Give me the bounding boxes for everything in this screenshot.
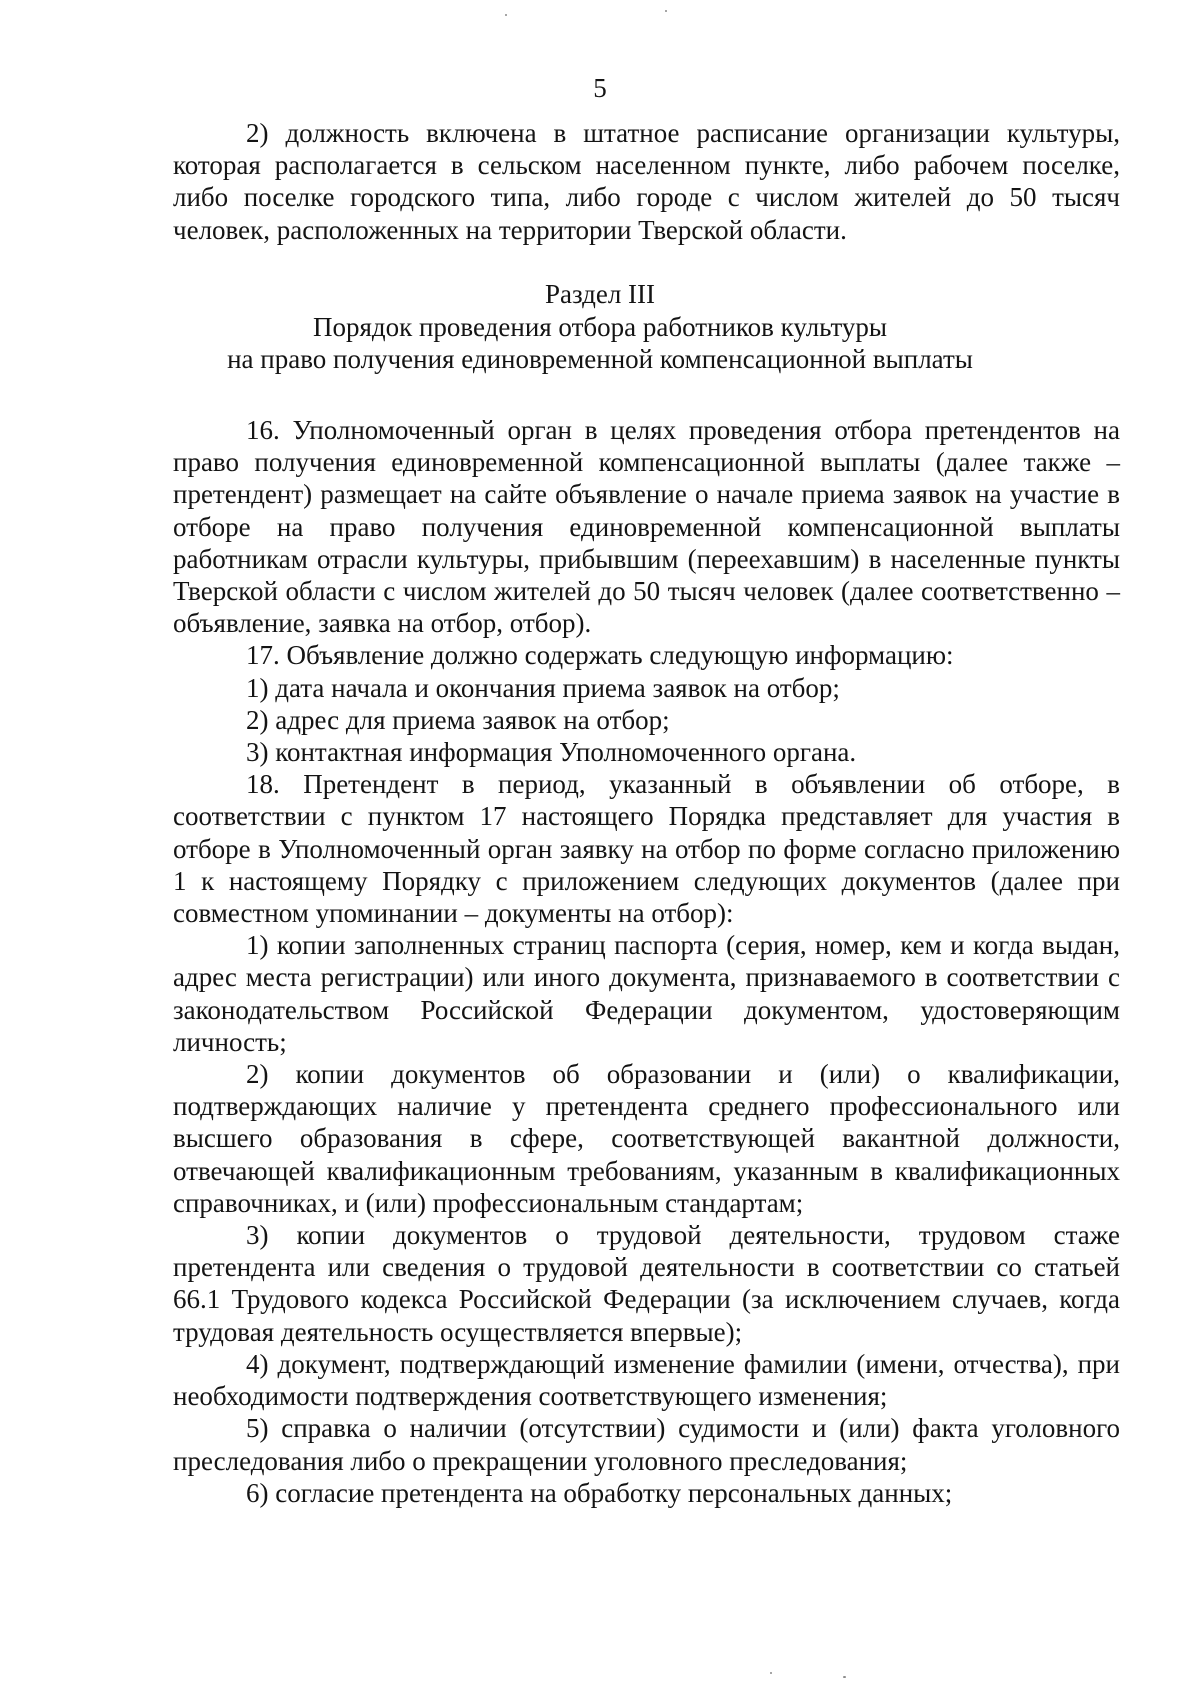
paragraph-16: 16. Уполномоченный орган в целях проведения отбора претендентов на право получения единовременной компенсационной выплаты (далее также – претендент) размещает на сайте объявление о начале приема заявок на участие в отборе на право получения единовременной компенсационной выплаты работникам отрасли культуры, прибывшим (переехавшим) в населенные пункты Тверской области с числом жителей до 50 тысяч человек (далее соответственно – объявление, заявка на отбор, отбор).	[173, 415, 1120, 639]
scan-speck	[770, 1672, 772, 1674]
main-text-block	[173, 414, 1120, 1509]
paragraph-18-item-4: 4) документ, подтверждающий изменение фамилии (имени, отчества), при необходимости подтверждения соответствующего изменения;	[173, 1348, 1120, 1412]
paragraph-item-2-position: 2) должность включена в штатное расписание организации культуры, которая располагается в сельском населенном пункте, либо рабочем поселке, либо поселке городского типа, либо городе с числом жителей до 50 тысяч человек, расположенных на территории Тверской области.	[173, 118, 1120, 245]
section-label: Раздел III	[544, 279, 656, 309]
page-number: 5	[593, 73, 607, 103]
paragraph-18: 18. Претендент в период, указанный в объявлении об отборе, в соответствии с пунктом 17 настоящего Порядка представляет для участия в отборе в Уполномоченный орган заявку на отбор по форме согласно приложению 1 к настоящему Порядку с приложением следующих документов (далее при совместном упоминании – документы на отбор):	[173, 769, 1120, 929]
section-title-line-1: Порядок проведения отбора работников культуры	[312, 311, 888, 342]
section-title-line-2: на право получения единовременной компенсационной выплаты	[227, 344, 973, 374]
scan-speck	[665, 10, 667, 12]
paragraph-17-item-2: 2) адрес для приема заявок на отбор;	[246, 704, 670, 735]
paragraph-17-item-1: 1) дата начала и окончания приема заявок на отбор;	[246, 672, 840, 703]
paragraph-18-item-1: 1) копии заполненных страниц паспорта (серия, номер, кем и когда выдан, адрес места регистрации) или иного документа, признаваемого в соответствии с законодательством Российской Федерации документом, удостоверяющим личность;	[173, 930, 1120, 1057]
paragraph-17: 17. Объявление должно содержать следующую информацию:	[246, 640, 954, 671]
paragraph-18-item-3: 3) копии документов о трудовой деятельности, трудовом стаже претендента или сведения о трудовой деятельности в соответствии со статьей 66.1 Трудового кодекса Российской Федерации (за исключением случаев, когда трудовая деятельность осуществляется впервые);	[173, 1220, 1120, 1347]
scan-speck	[505, 14, 507, 16]
paragraph-18-item-2: 2) копии документов об образовании и (или) о квалификации, подтверждающих наличие у претендента среднего профессионального или высшего образования в сфере, соответствующей вакантной должности, отвечающей квалификационным требованиям, указанным в квалификационных справочниках, и (или) профессиональным стандартам;	[173, 1059, 1120, 1218]
section-heading	[0, 278, 1200, 376]
intro-block	[173, 117, 1120, 246]
paragraph-18-item-6: 6) согласие претендента на обработку персональных данных;	[246, 1477, 953, 1508]
scan-speck	[843, 1676, 846, 1678]
paragraph-18-item-5: 5) справка о наличии (отсутствии) судимости и (или) факта уголовного преследования либо о прекращении уголовного преследования;	[173, 1413, 1120, 1476]
paragraph-17-item-3: 3) контактная информация Уполномоченного органа.	[246, 737, 857, 768]
